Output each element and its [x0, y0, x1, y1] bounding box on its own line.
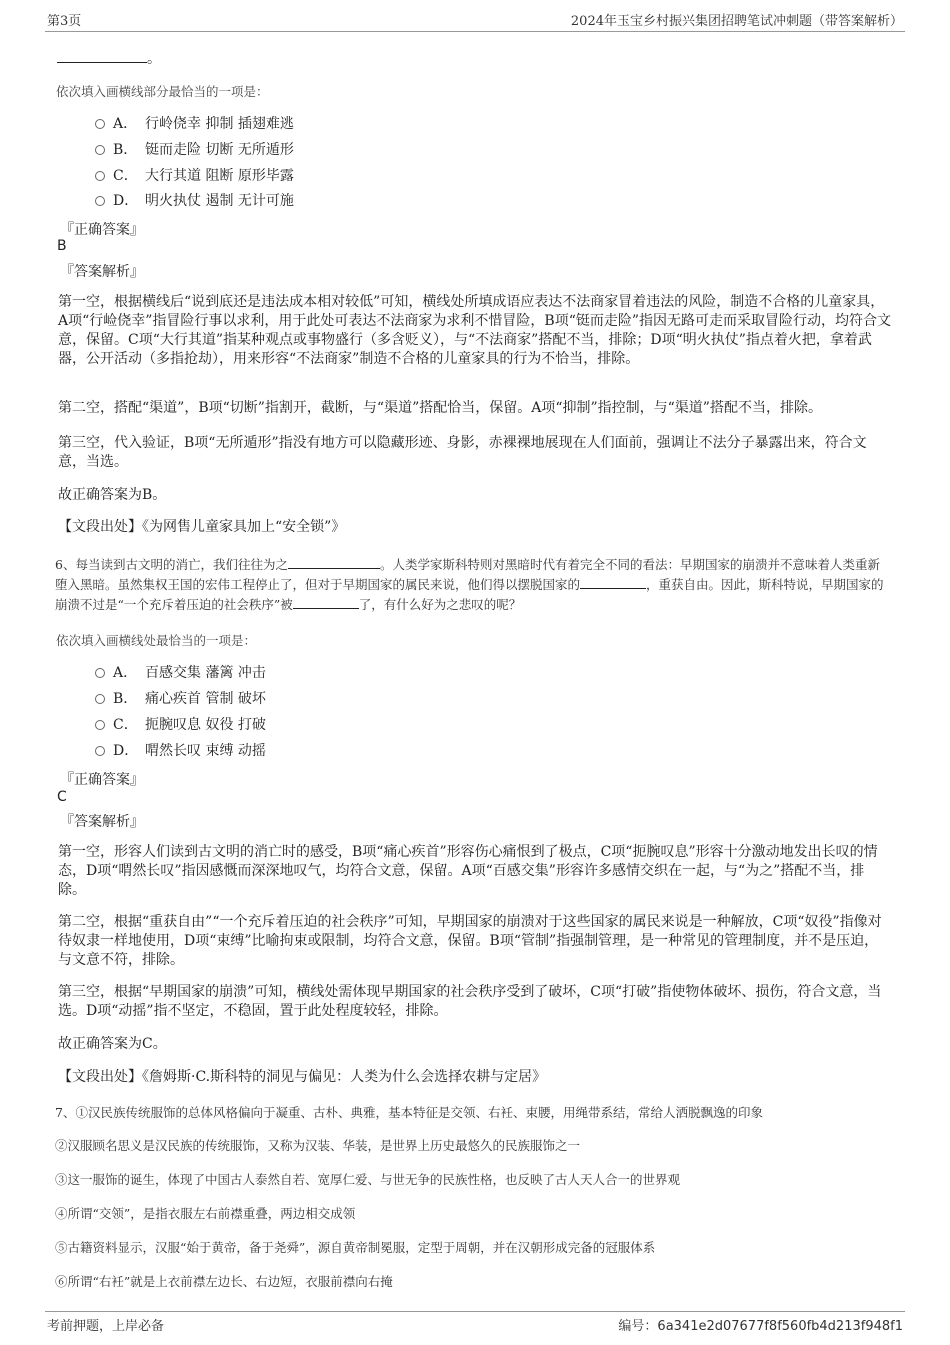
header-divider [45, 31, 905, 32]
analysis-conclusion: 故正确答案为C。 [58, 1036, 167, 1052]
question-prompt: 依次填入画横线处最恰当的一项是： [56, 633, 257, 648]
analysis-paragraph: 第二空，根据“重获自由”“一个充斥着压迫的社会秩序”可知，早期国家的崩溃对于这些国家的属民来说是一种解放，C项“奴役”指像对待奴隶一样地使用，D项“束缚”比喻拘束或限制，均符合文意，保留。B项“管制”指强制管理，是一种常见的管理制度，并不是压迫，与文意不符，排除。 [58, 914, 882, 968]
analysis-paragraph: 第一空，形容人们读到古文明的消亡时的感受，B项“痛心疾首”形容伤心痛恨到了极点，C项“扼腕叹息”形容十分激动地发出长叹的情态，D项“喟然长叹”指因感慨而深深地叹气，均符合文意，保留。A项“百感交集”形容许多感情交织在一起，与“为之”搭配不当，排除。 [58, 844, 878, 898]
analysis-paragraph: 第一空，根据横线后“说到底还是违法成本相对较低”可知，横线处所填成语应表达不法商家冒着违法的风险，制造不合格的儿童家具，A项“行崄侥幸”指冒险行事以求利，用于此处可表达不法商家为求利不惜冒险，B项“铤而走险”指因无路可走而采取冒险行动，均符合文意，保留。C项“大行其道”指某种观点或事物盛行（多含贬义），与“不法商家”搭配不当，排除；D项“明火执仗”指点着火把，拿着武器，公开活动（多指抢劫），用来形容“不法商家”制造不合格的儿童家具的行为不恰当，排除。 [58, 294, 892, 367]
option-d[interactable]: D． 喟然长叹 束缚 动摇 [95, 740, 266, 762]
blank-line [580, 575, 646, 589]
correct-answer: C [57, 789, 67, 805]
correct-answer-label: 『正确答案』 [60, 772, 144, 788]
blank-line [293, 595, 359, 609]
radio-button[interactable] [95, 720, 105, 730]
sentence-item: ④所谓“交领”，是指衣服左右前襟重叠，两边相交成领 [55, 1206, 356, 1221]
sentence-item: ②汉服顾名思义是汉民族的传统服饰，又称为汉装、华装，是世界上历史最悠久的民族服饰之一 [55, 1138, 581, 1153]
blank-line [288, 555, 380, 569]
sentence-item: ③这一服饰的诞生，体现了中国古人泰然自若、宽厚仁爱、与世无争的民族性格，也反映了古人天人合一的世界观 [55, 1172, 681, 1187]
option-d[interactable]: D． 明火执仗 遏制 无计可施 [95, 190, 294, 212]
question-stem: 6、每当读到古文明的消亡，我们往往为之 。人类学家斯科特则对黑暗时代有着完全不同的看法：早期国家的崩溃并不意味着人类重新堕入黑暗。虽然集权王国的宏伟工程停止了，但对于早期国家的属民来说，他们得以摆脱国家的 ，重获自由。因此，斯科特说，早期国家的崩溃不过是“一个充斥着压迫的社会秩序”被 了，有什么好为之悲叹的呢？ [55, 557, 884, 612]
page-number: 第3页 [47, 14, 82, 29]
correct-answer-label: 『正确答案』 [60, 222, 144, 238]
option-b[interactable]: B． 痛心疾首 管制 破坏 [95, 688, 266, 710]
question-prompt: 依次填入画横线部分最恰当的一项是： [56, 84, 269, 99]
correct-answer: B [57, 238, 67, 254]
source-citation: 【文段出处】《詹姆斯·C.斯科特的洞见与偏见：人类为什么会选择农耕与定居》 [58, 1069, 547, 1085]
radio-button[interactable] [95, 196, 105, 206]
sentence-item: 7、①汉民族传统服饰的总体风格偏向于凝重、古朴、典雅，基本特征是交领、右衽、束腰，用绳带系结，常给人洒脱飘逸的印象 [55, 1105, 763, 1120]
previous-question-tail: 。 [57, 48, 161, 68]
source-citation: 【文段出处】《为网售儿童家具加上“安全锁”》 [58, 519, 346, 535]
radio-button[interactable] [95, 668, 105, 678]
footer-slogan: 考前押题，上岸必备 [47, 1319, 165, 1334]
radio-button[interactable] [95, 746, 105, 756]
option-c[interactable]: C． 扼腕叹息 奴役 打破 [95, 714, 266, 736]
analysis-paragraph: 第二空，搭配“渠道”，B项“切断”指割开，截断，与“渠道”搭配恰当，保留。A项“抑制”指控制，与“渠道”搭配不当，排除。 [58, 400, 822, 416]
radio-button[interactable] [95, 119, 105, 129]
option-c[interactable]: C． 大行其道 阻断 原形毕露 [95, 165, 294, 187]
option-a[interactable]: A． 百感交集 藩篱 冲击 [95, 662, 266, 684]
analysis-label: 『答案解析』 [60, 264, 144, 280]
option-a[interactable]: A． 行岭侥幸 抑制 插翅难逃 [95, 113, 294, 135]
sentence-item: ⑥所谓“右衽”就是上衣前襟左边长、右边短，衣服前襟向右掩 [55, 1274, 393, 1289]
radio-button[interactable] [95, 694, 105, 704]
analysis-paragraph: 第三空，根据“早期国家的崩溃”可知，横线处需体现早期国家的社会秩序受到了破坏，C项“打破”指使物体破坏、损伤，符合文意，当选。D项“动摇”指不坚定，不稳固，置于此处程度较轻，排除。 [58, 984, 882, 1019]
document-code: 编号：6a341e2d07677f8f560fb4d213f948f1 [618, 1319, 903, 1334]
analysis-label: 『答案解析』 [60, 814, 144, 830]
sentence-item: ⑤古籍资料显示，汉服“始于黄帝，备于尧舜”，源自黄帝制冕服，定型于周朝，并在汉朝形成完备的冠服体系 [55, 1240, 656, 1255]
analysis-paragraph: 第三空，代入验证，B项“无所遁形”指没有地方可以隐藏形迹、身影，赤裸裸地展现在人们面前，强调让不法分子暴露出来，符合文意，当选。 [58, 435, 867, 470]
blank-line [57, 49, 147, 63]
document-title: 2024年玉宝乡村振兴集团招聘笔试冲刺题（带答案解析） [570, 14, 903, 29]
radio-button[interactable] [95, 145, 105, 155]
analysis-conclusion: 故正确答案为B。 [58, 487, 167, 503]
option-b[interactable]: B． 铤而走险 切断 无所遁形 [95, 139, 294, 161]
footer-divider [45, 1311, 905, 1312]
radio-button[interactable] [95, 171, 105, 181]
